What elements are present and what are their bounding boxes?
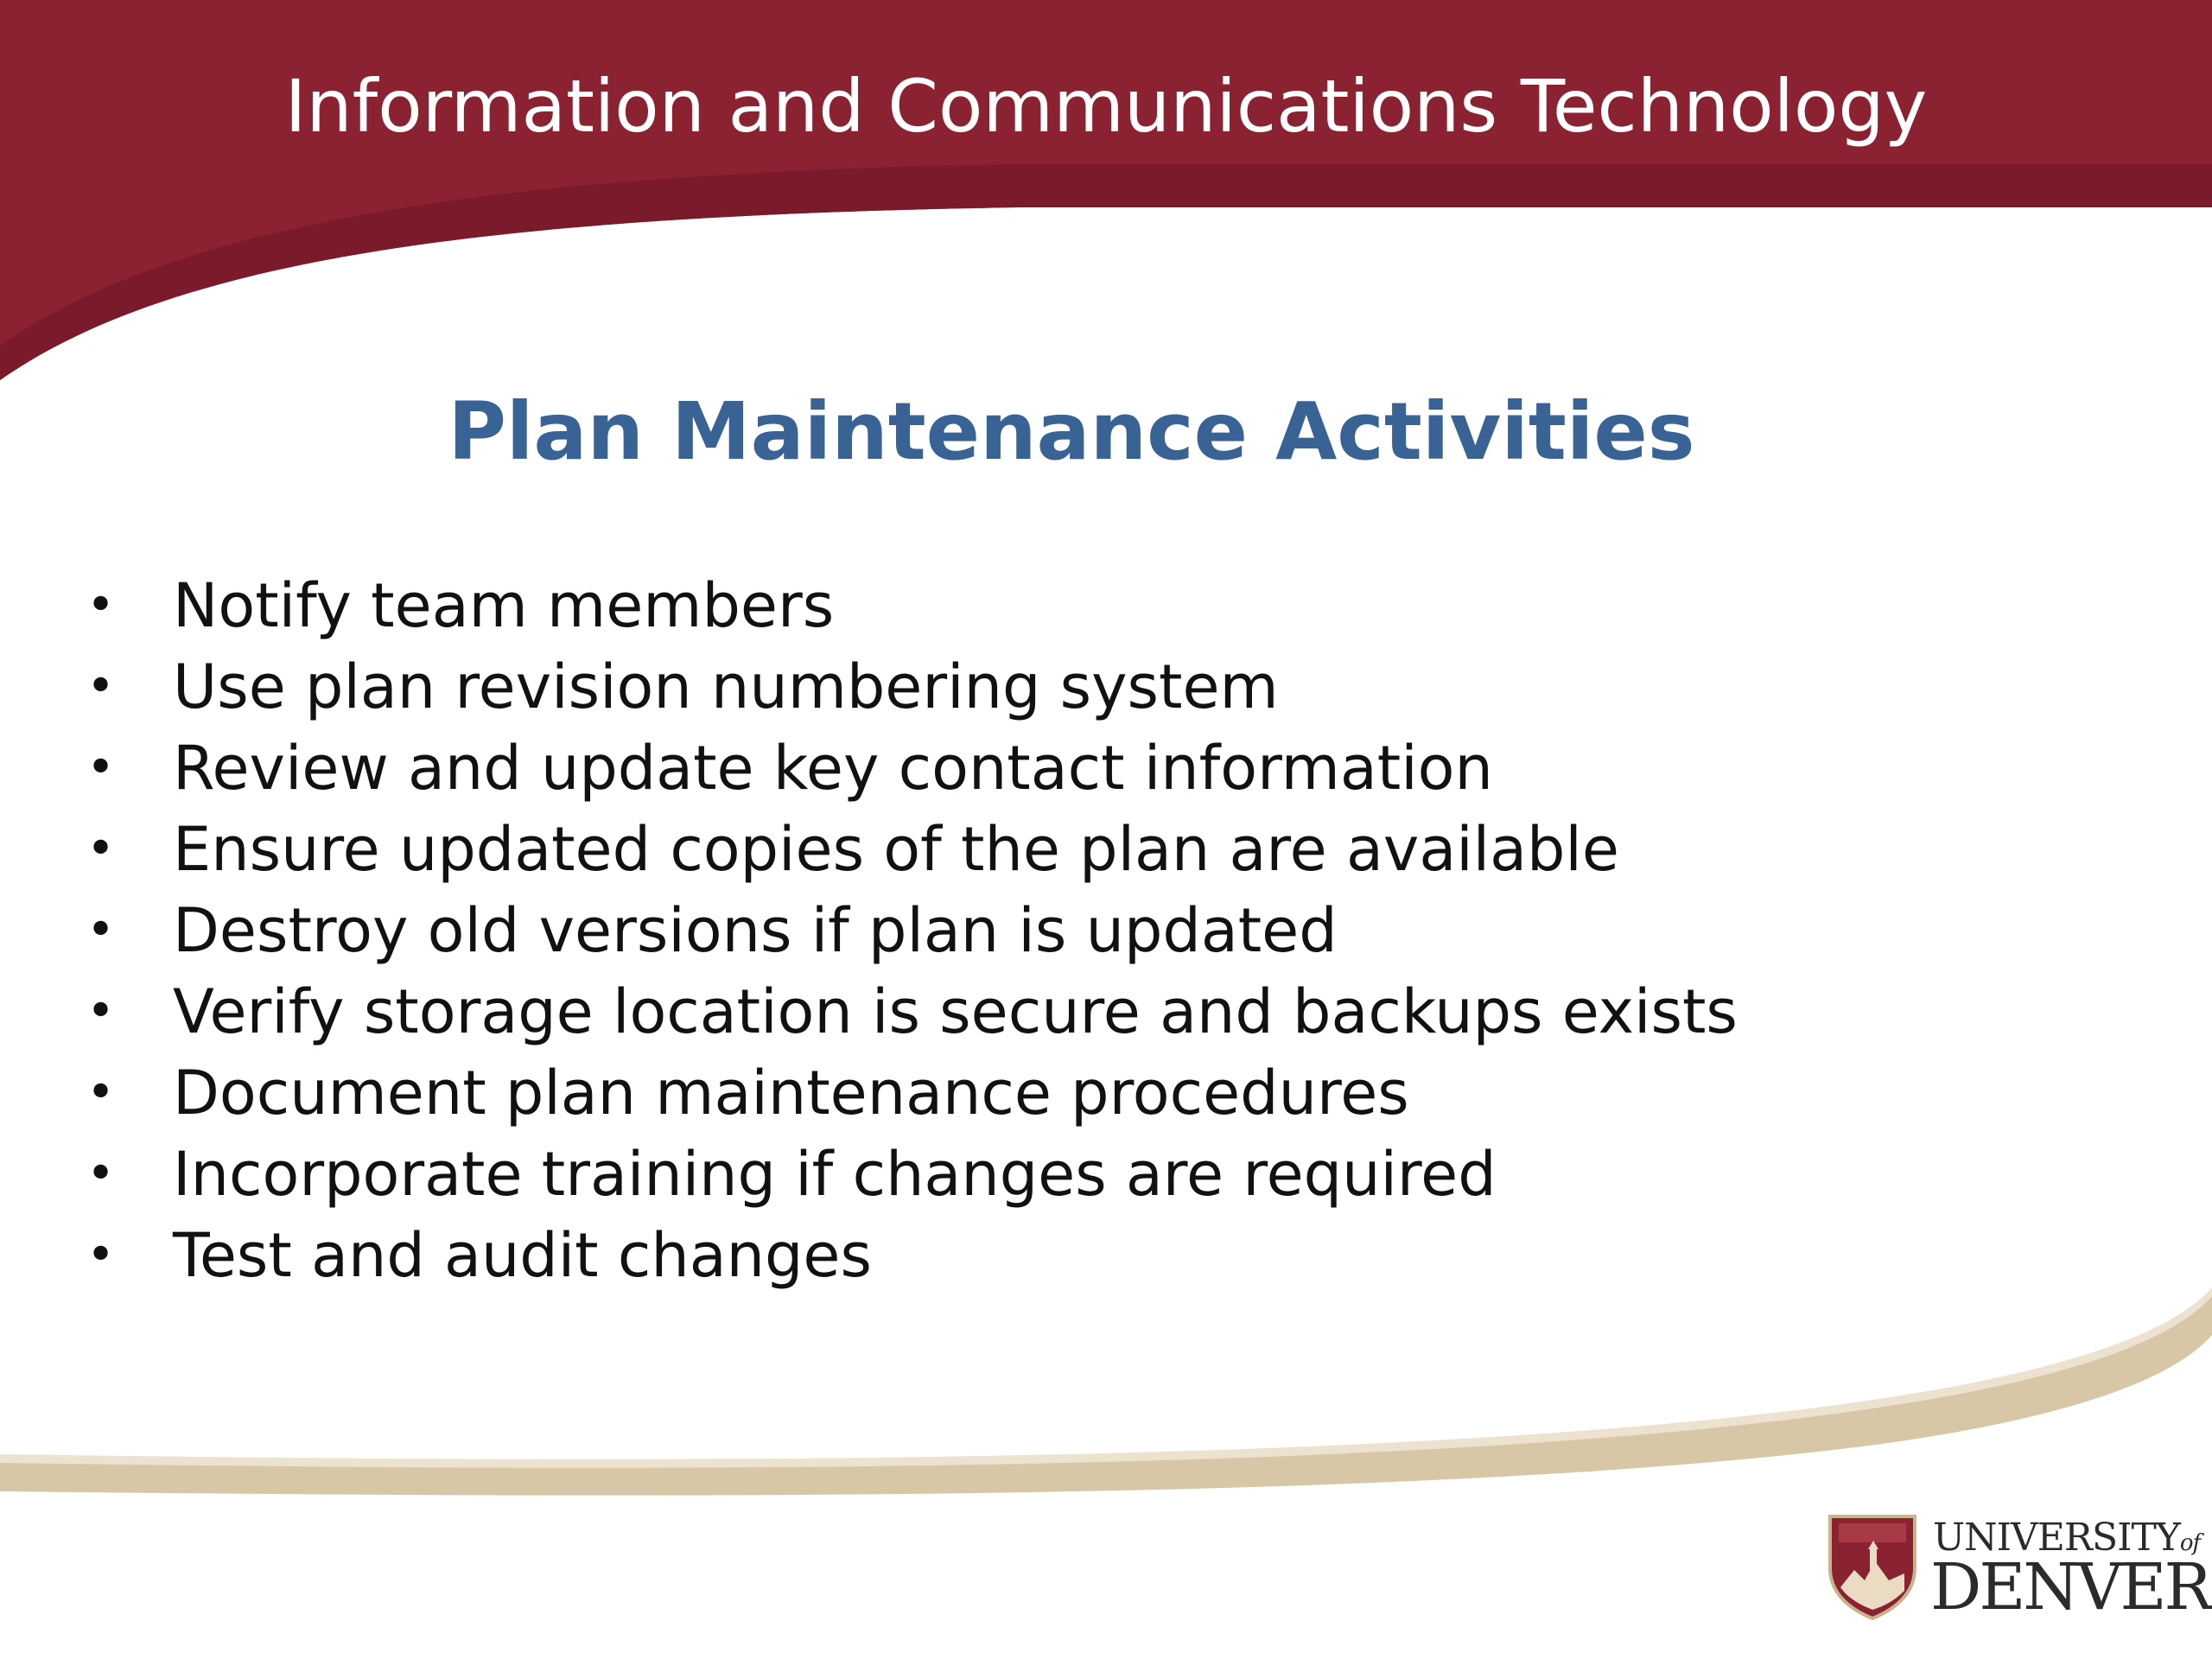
list-item [86, 1134, 1738, 1215]
bullet-text: Use plan revision numbering system [173, 652, 1279, 722]
bullet-text: Test and audit changes [173, 1220, 872, 1291]
bullet-text: Document plan maintenance procedures [173, 1058, 1409, 1128]
bullet-icon: • [86, 902, 116, 958]
logo-text-of: of [2179, 1530, 2201, 1556]
list-item [86, 565, 1738, 646]
list-item [86, 971, 1738, 1052]
bullet-icon: • [86, 1146, 116, 1202]
list-item [86, 646, 1738, 728]
bullet-text: Verify storage location is secure and backups exists [173, 976, 1738, 1047]
bullet-text: Destroy old versions if plan is updated [173, 895, 1338, 966]
logo-text-denver: DENVER [1930, 1550, 2210, 1624]
bullet-icon: • [86, 658, 116, 715]
list-item [86, 890, 1738, 971]
bullet-text: Notify team members [173, 570, 835, 641]
bullet-icon: • [86, 577, 116, 633]
shield-icon [1825, 1508, 1920, 1620]
list-item [86, 1052, 1738, 1134]
bullet-icon: • [86, 983, 116, 1039]
bullet-text: Ensure updated copies of the plan are available [173, 814, 1619, 885]
university-logo [1825, 1508, 2210, 1624]
logo-text-university: UNIVERSITYof [1933, 1516, 2201, 1560]
list-item [86, 728, 1738, 809]
bullet-list [86, 565, 1738, 1296]
bullet-icon: • [86, 1065, 116, 1121]
list-item [86, 809, 1738, 890]
bullet-text: Incorporate training if changes are required [173, 1139, 1497, 1210]
list-item [86, 1215, 1738, 1296]
bullet-icon: • [86, 821, 116, 877]
bullet-text: Review and update key contact information [173, 733, 1493, 804]
bullet-icon: • [86, 740, 116, 796]
header-title: Information and Communications Technology [284, 64, 1928, 149]
bullet-icon: • [86, 1227, 116, 1283]
slide-title: Plan Maintenance Activities [448, 385, 1695, 478]
